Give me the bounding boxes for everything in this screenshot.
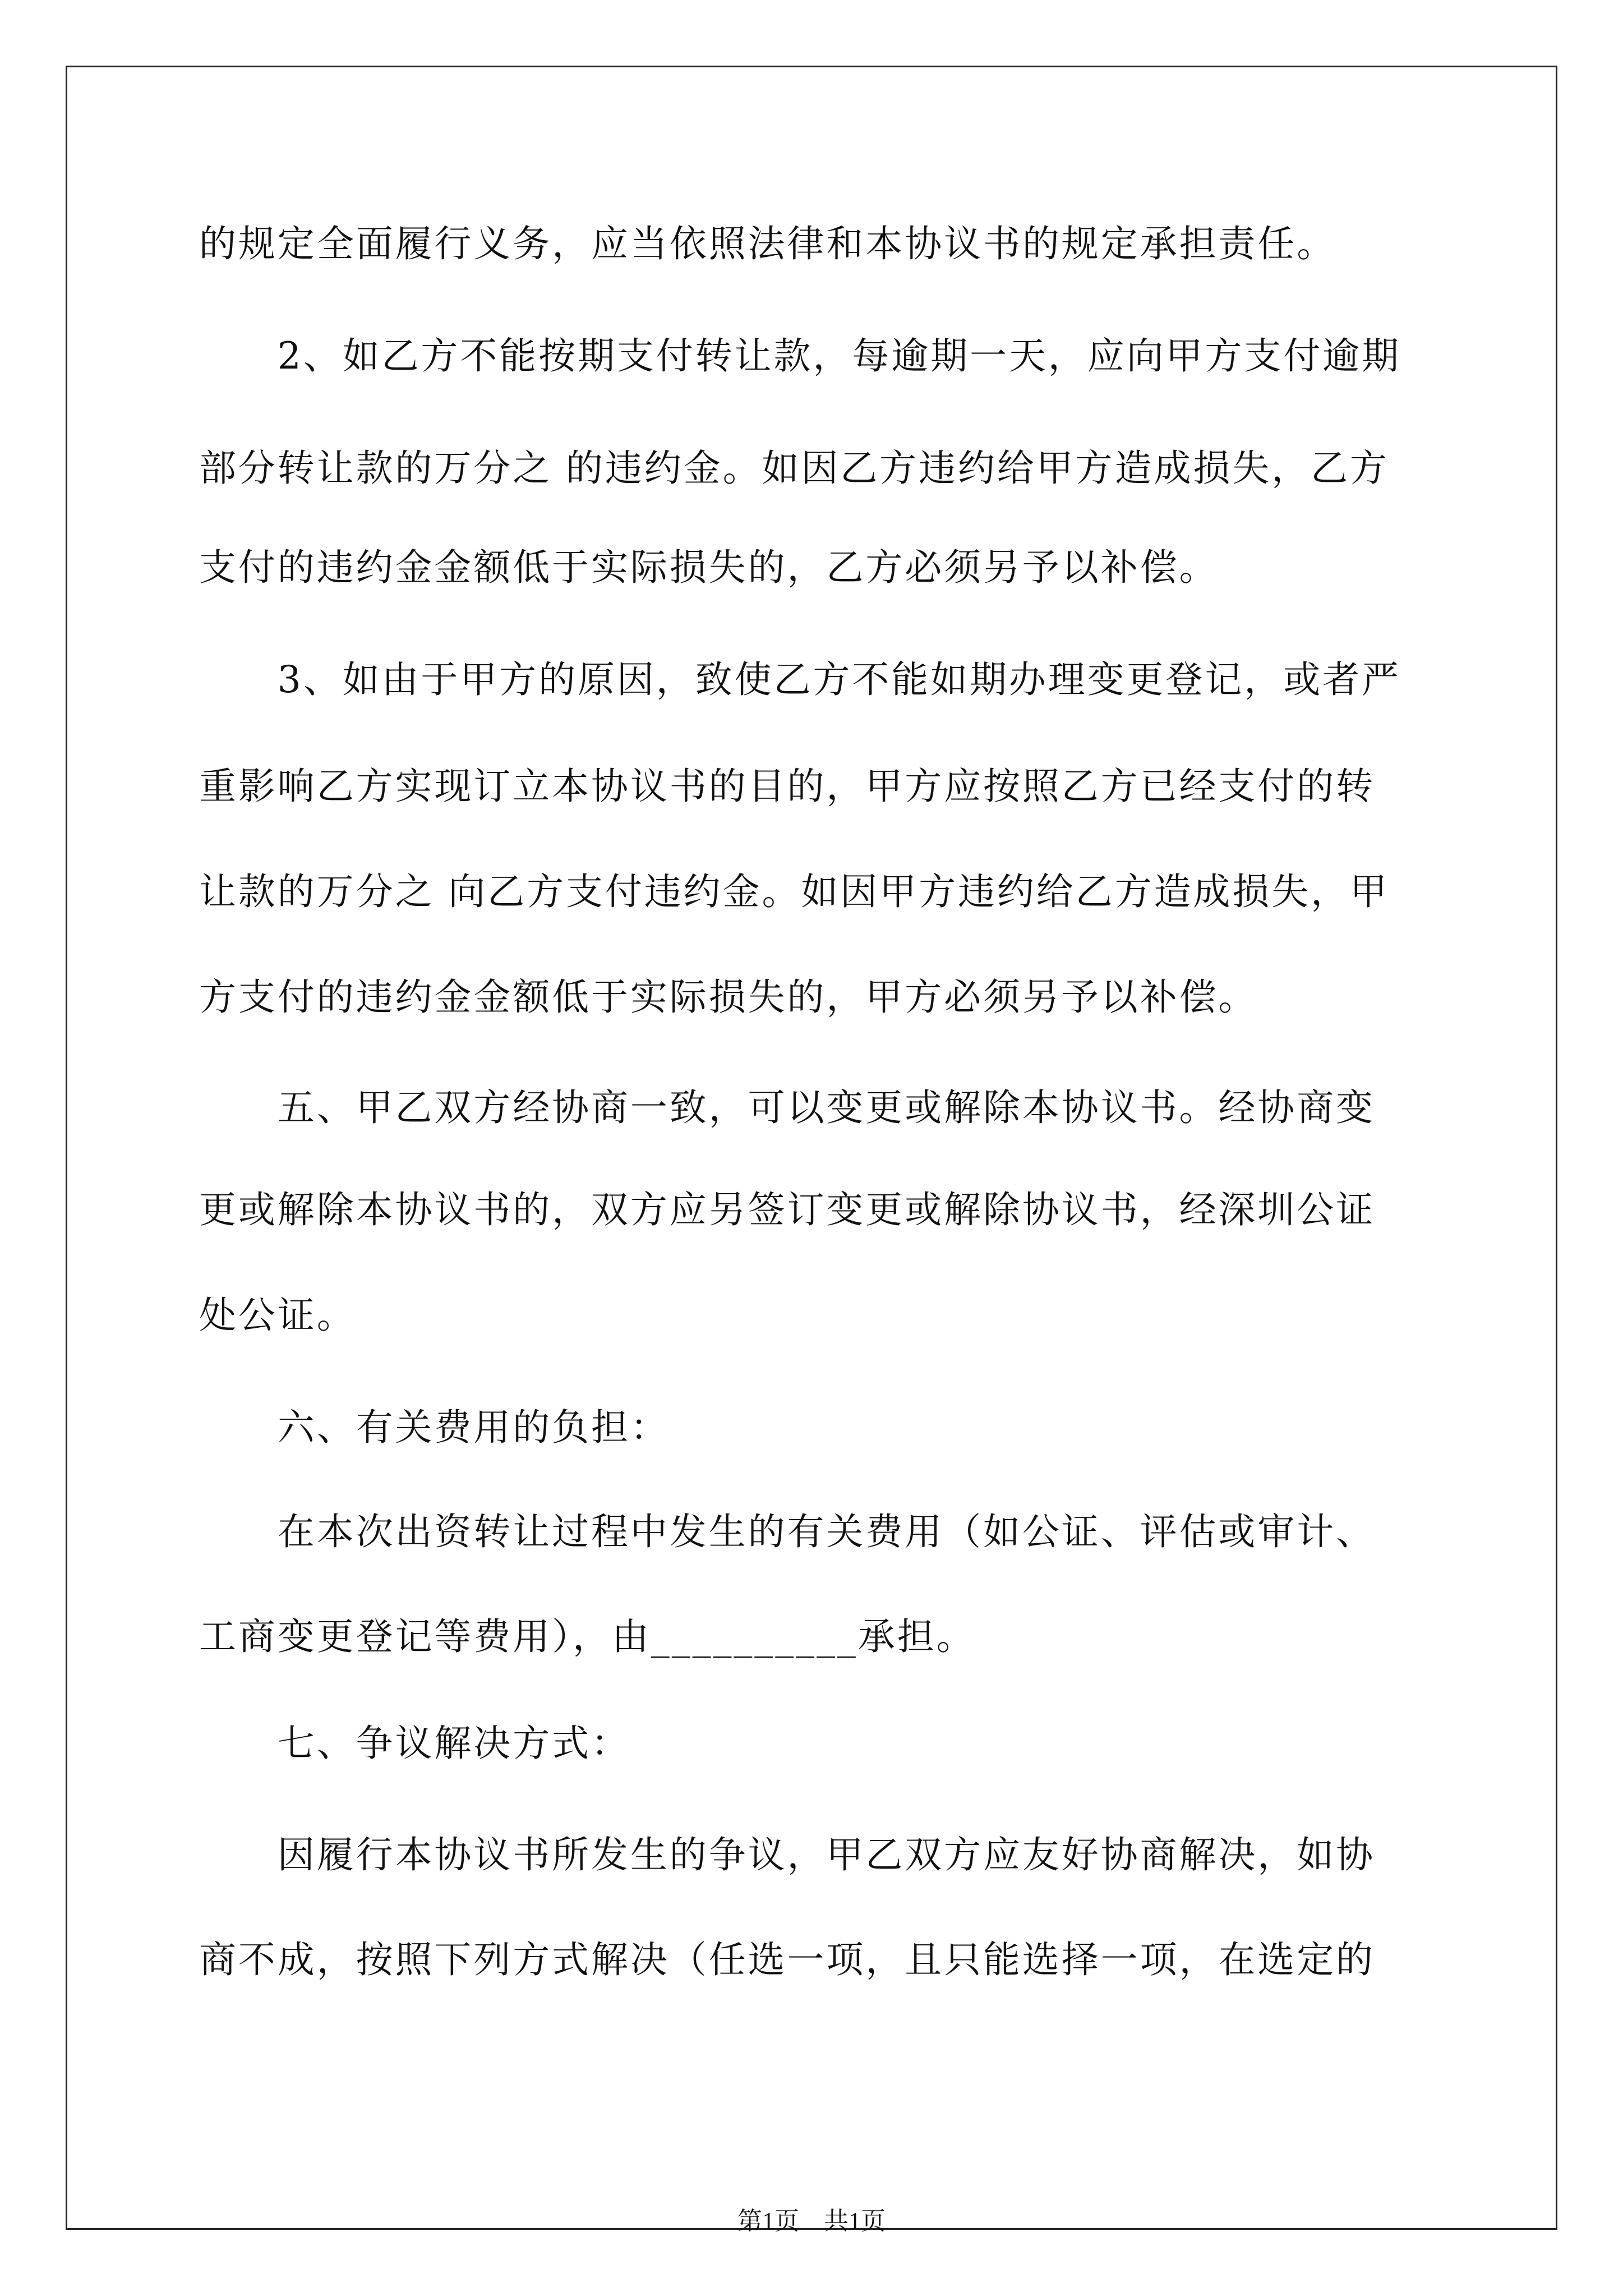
text-line: 3、如由于甲方的原因，致使乙方不能如期办理变更登记，或者严: [199, 658, 1401, 701]
text-line: 的规定全面履行义务，应当依照法律和本协议书的规定承担责任。: [199, 222, 1336, 265]
text-line: 重影响乙方实现订立本协议书的目的，甲方应按照乙方已经支付的转: [199, 765, 1375, 808]
text-line: 2、如乙方不能按期支付转让款，每逾期一天，应向甲方支付逾期: [199, 334, 1401, 378]
page-footer: 第1页 共1页: [737, 2207, 886, 2235]
text-line: 支付的违约金金额低于实际损失的，乙方必须另予以补偿。: [199, 546, 1219, 589]
text-line: 因履行本协议书所发生的争议，甲乙双方应友好协商解决，如协: [199, 1833, 1375, 1876]
text-line: 工商变更登记等费用），由__________承担。: [199, 1615, 976, 1658]
text-line: 更或解除本协议书的，双方应另签订变更或解除协议书，经深圳公证: [199, 1188, 1375, 1231]
text-line: 方支付的违约金金额低于实际损失的，甲方必须另予以补偿。: [199, 976, 1258, 1019]
section-heading: 六、有关费用的负担：: [199, 1406, 670, 1449]
text-line: 在本次出资转让过程中发生的有关费用（如公证、评估或审计、: [199, 1510, 1375, 1553]
section-heading: 七、争议解决方式：: [199, 1722, 630, 1765]
text-line: 让款的万分之 向乙方支付违约金。如因甲方违约给乙方造成损失，甲: [199, 870, 1389, 913]
page-border: [66, 66, 1557, 2230]
text-line: 处公证。: [199, 1294, 356, 1337]
text-line: 部分转让款的万分之 的违约金。如因乙方违约给甲方造成损失，乙方: [199, 447, 1389, 490]
text-line: 商不成，按照下列方式解决（任选一项，且只能选择一项，在选定的: [199, 1938, 1375, 1981]
text-line: 五、甲乙双方经协商一致，可以变更或解除本协议书。经协商变: [199, 1086, 1375, 1129]
